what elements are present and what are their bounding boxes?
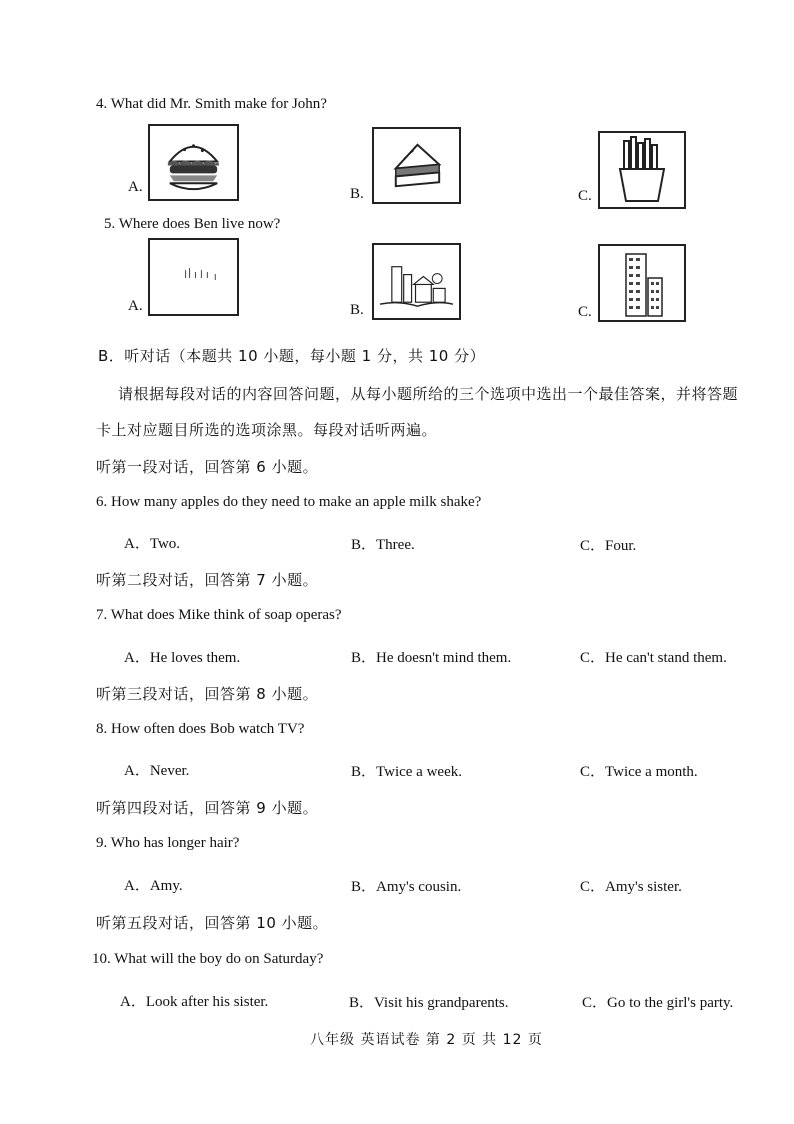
option-letter: C.	[578, 188, 592, 204]
option-a: A．Look after his sister.	[120, 994, 269, 1010]
option-c: C．Twice a month.	[580, 764, 698, 780]
question-7: 7. What does Mike think of soap operas?	[96, 607, 342, 623]
option-letter: A.	[128, 179, 143, 195]
sandwich-picture	[372, 127, 461, 204]
city-picture	[598, 244, 686, 322]
city-icon	[600, 246, 684, 320]
village-picture	[148, 238, 239, 316]
option-b: B．Visit his grandparents.	[349, 995, 509, 1011]
option-letter: B.	[350, 186, 364, 202]
town-icon	[374, 245, 459, 318]
question-4: 4. What did Mr. Smith make for John?	[96, 96, 327, 112]
town-picture	[372, 243, 461, 320]
dialogue-intro: 听第二段对话，回答第 7 小题。	[96, 571, 319, 589]
option-a: A．Amy.	[124, 878, 183, 894]
option-a: A．He loves them.	[124, 650, 241, 666]
page-footer: 八年级 英语试卷 第 2 页 共 12 页	[310, 1032, 543, 1048]
option-letter: C.	[578, 304, 592, 320]
question-9: 9. Who has longer hair?	[96, 835, 240, 851]
option-letter: A.	[128, 298, 143, 314]
french-fries-icon	[600, 133, 684, 207]
question-10: 10. What will the boy do on Saturday?	[92, 951, 324, 967]
question-8: 8. How often does Bob watch TV?	[96, 721, 305, 737]
hamburger-picture	[148, 124, 239, 201]
option-c: C．Go to the girl's party.	[582, 995, 734, 1011]
option-b: B．Amy's cousin.	[351, 879, 462, 895]
fries-picture	[598, 131, 686, 209]
option-c: C．Four.	[580, 538, 637, 554]
option-c: C．Amy's sister.	[580, 879, 682, 895]
village-icon	[150, 240, 237, 314]
hamburger-icon	[150, 126, 237, 199]
option-letter: B.	[350, 302, 364, 318]
section-b-instruction: 请根据每段对话的内容回答问题，从每小题所给的三个选项中选出一个最佳答案，并将答题	[118, 385, 739, 403]
sandwich-icon	[374, 129, 459, 202]
dialogue-intro: 听第三段对话，回答第 8 小题。	[96, 685, 319, 703]
section-b-heading: B．听对话（本题共 10 小题，每小题 1 分，共 10 分）	[98, 347, 486, 365]
option-b: B．Three.	[351, 537, 415, 553]
option-a: A．Never.	[124, 763, 190, 779]
dialogue-intro: 听第四段对话，回答第 9 小题。	[96, 799, 319, 817]
dialogue-intro: 听第五段对话，回答第 10 小题。	[96, 914, 329, 932]
section-b-instruction: 卡上对应题目所选的选项涂黑。每段对话听两遍。	[96, 421, 438, 439]
question-5: 5. Where does Ben live now?	[104, 216, 281, 232]
option-c: C．He can't stand them.	[580, 650, 727, 666]
question-6: 6. How many apples do they need to make an apple milk shake?	[96, 494, 482, 510]
dialogue-intro: 听第一段对话，回答第 6 小题。	[96, 458, 319, 476]
option-b: B．Twice a week.	[351, 764, 462, 780]
option-a: A．Two.	[124, 536, 181, 552]
option-b: B．He doesn't mind them.	[351, 650, 512, 666]
